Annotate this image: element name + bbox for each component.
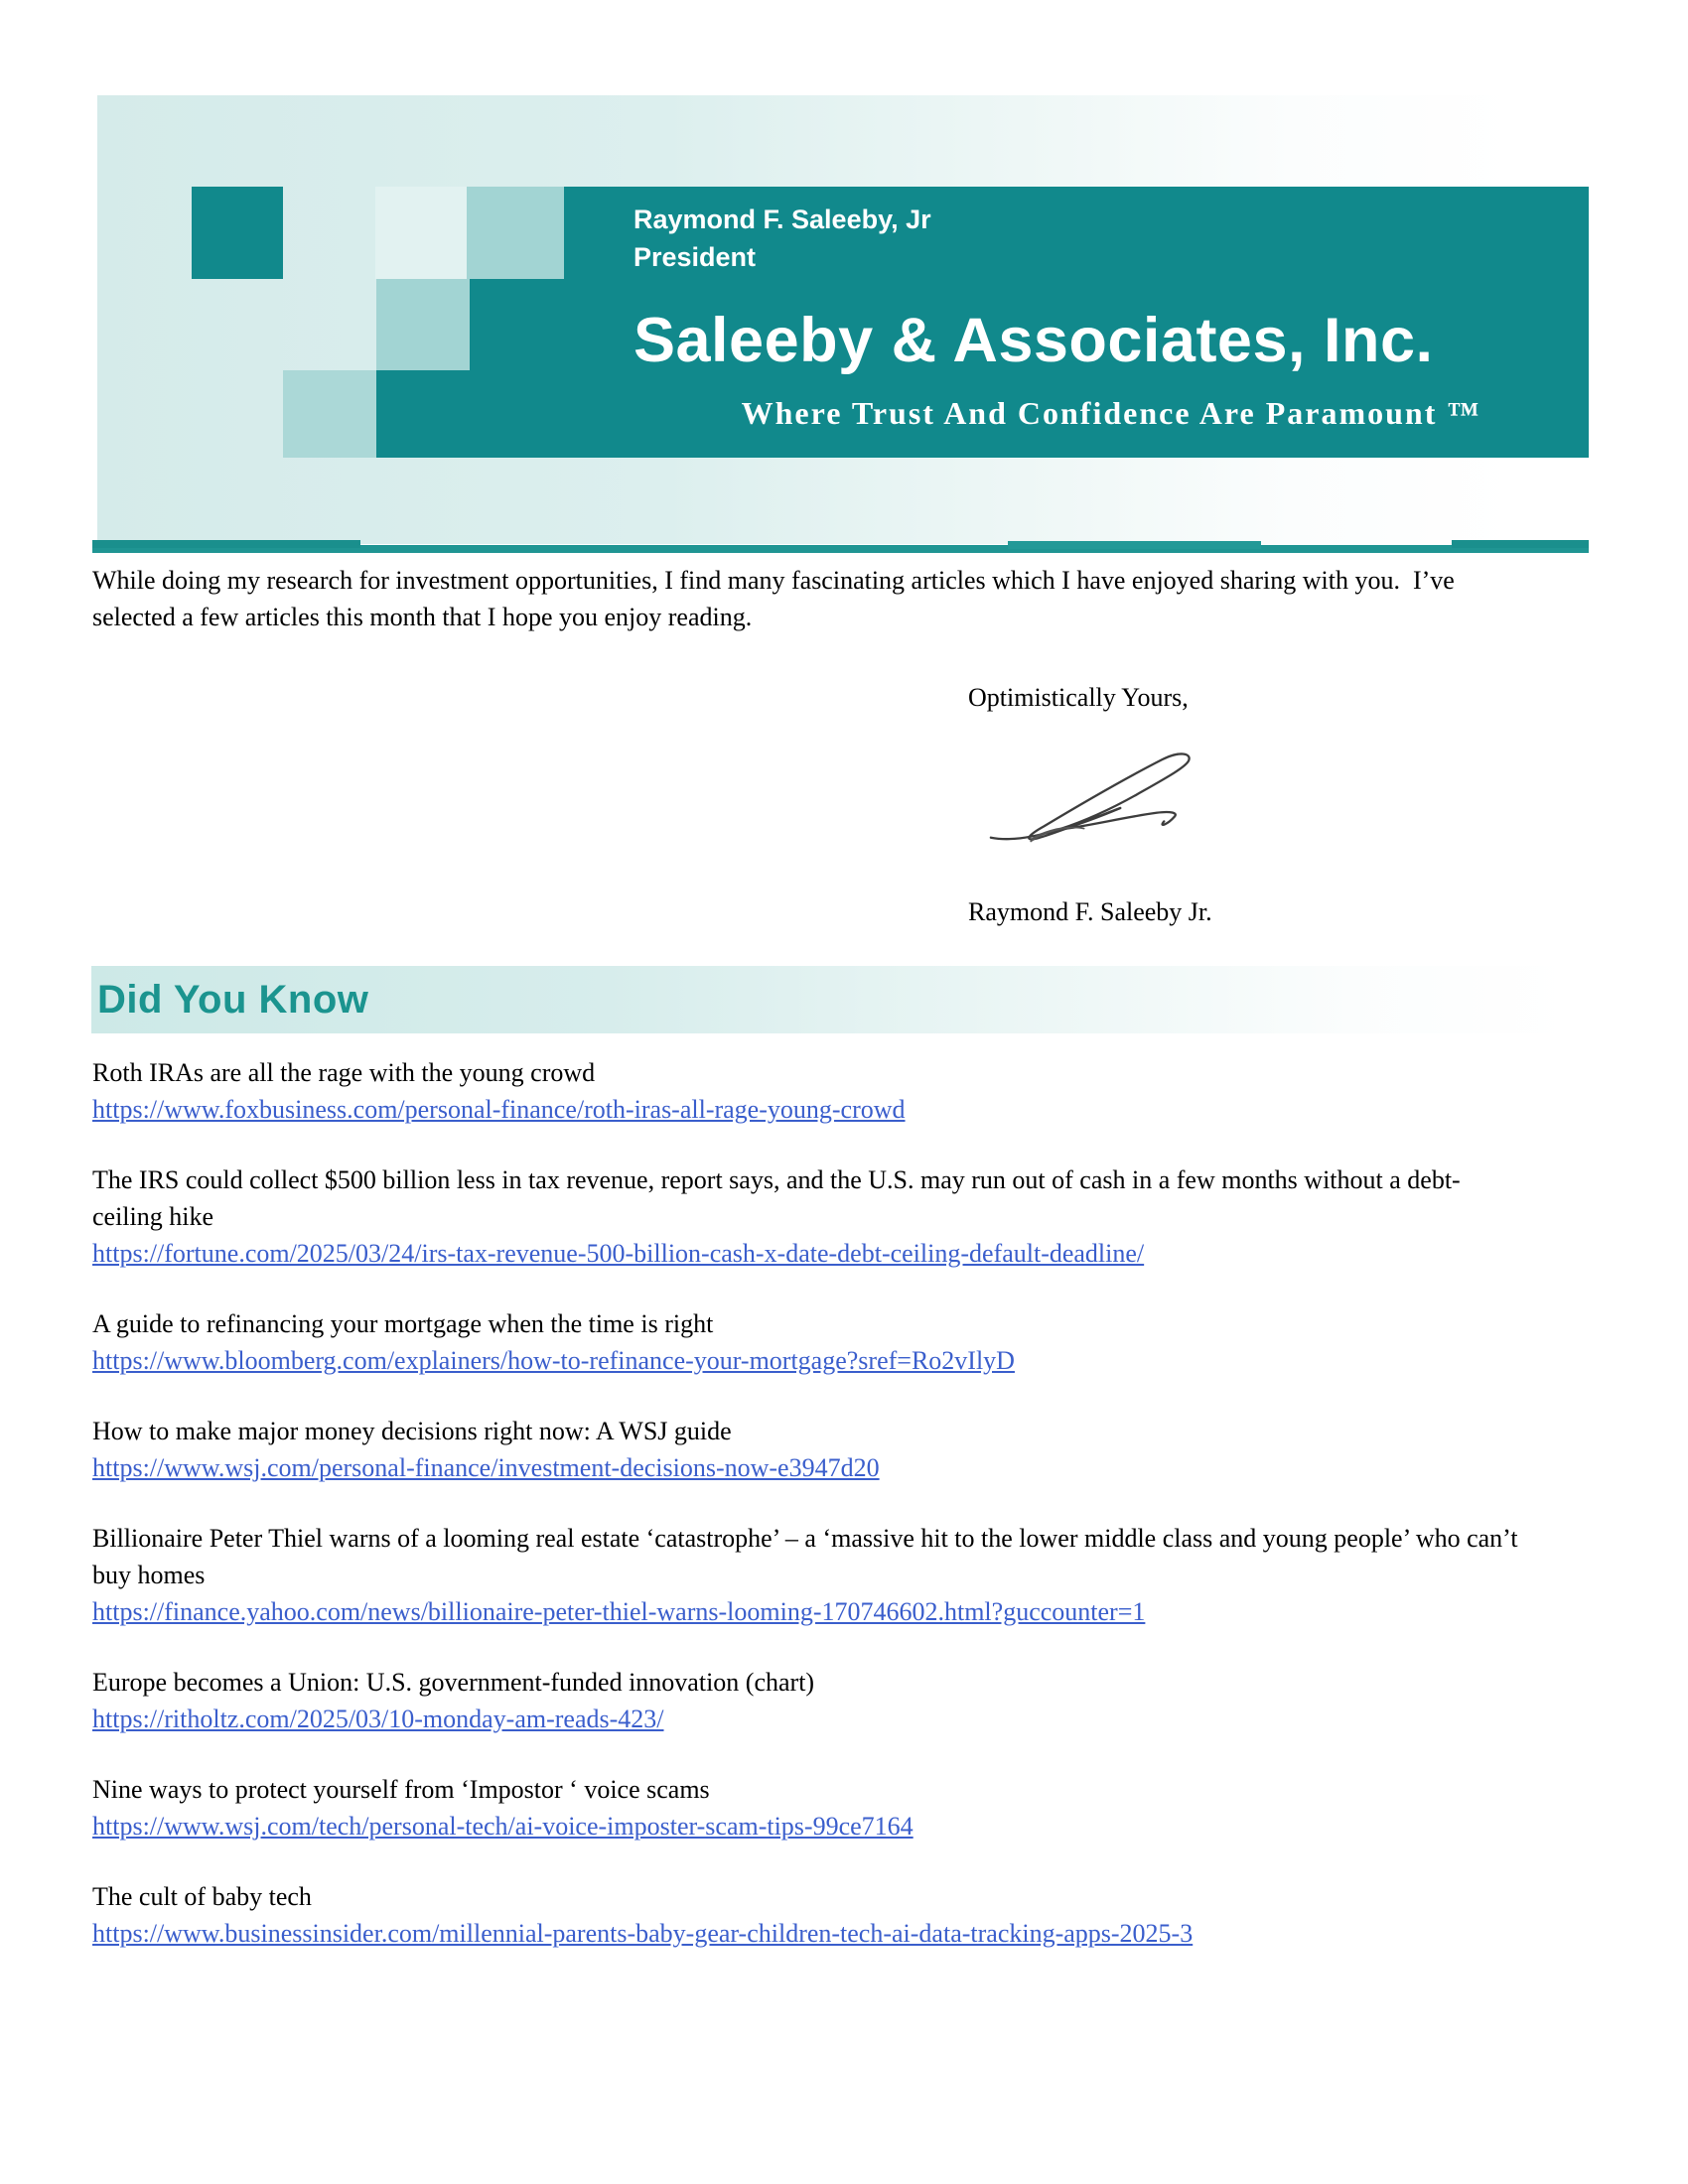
article-title: Roth IRAs are all the rage with the young crowd bbox=[92, 1058, 596, 1087]
article-title: The cult of baby tech bbox=[92, 1882, 312, 1911]
section-title: Did You Know bbox=[97, 977, 369, 1022]
header-divider-segment bbox=[92, 540, 360, 548]
article-link[interactable]: https://www.businessinsider.com/millennial-parents-baby-gear-children-tech-ai-data-tracking-apps-2025-3 bbox=[92, 1919, 1194, 1948]
president-name: Raymond F. Saleeby, Jr bbox=[633, 205, 931, 234]
article-link-line bbox=[92, 1701, 1522, 1737]
signature-image bbox=[974, 740, 1207, 854]
article-link[interactable]: https://www.bloomberg.com/explainers/how-to-refinance-your-mortgage?sref=Ro2vIlyD bbox=[92, 1346, 1015, 1375]
article-link-line bbox=[92, 1915, 1522, 1952]
article-title: A guide to refinancing your mortgage when the time is right bbox=[92, 1309, 714, 1338]
intro-paragraph: While doing my research for investment opportunities, I find many fascinating articles which I have enjoyed sharing with you. I’ve selected a few articles this month that I hope you enjoy reading. bbox=[92, 566, 1455, 631]
article-title: How to make major money decisions right now: A WSJ guide bbox=[92, 1417, 732, 1445]
logo-mosaic-tile-medium-2 bbox=[376, 279, 470, 370]
article-item bbox=[92, 1520, 1522, 1630]
article-link[interactable]: https://ritholtz.com/2025/03/10-monday-am-reads-423/ bbox=[92, 1705, 664, 1733]
logo-mosaic-tile-medium-3 bbox=[283, 370, 376, 458]
article-item bbox=[92, 1413, 1522, 1486]
banner-name-block bbox=[633, 201, 931, 276]
article-item bbox=[92, 1161, 1522, 1272]
header-divider-segment bbox=[1008, 541, 1261, 549]
article-link[interactable]: https://fortune.com/2025/03/24/irs-tax-revenue-500-billion-cash-x-date-debt-ceiling-default-deadline/ bbox=[92, 1239, 1145, 1268]
article-link[interactable]: https://www.wsj.com/tech/personal-tech/ai-voice-imposter-scam-tips-99ce7164 bbox=[92, 1812, 914, 1841]
header-divider-segment bbox=[1452, 540, 1589, 548]
article-link-line bbox=[92, 1593, 1522, 1630]
article-link[interactable]: https://www.foxbusiness.com/personal-finance/roth-iras-all-rage-young-crowd bbox=[92, 1095, 906, 1124]
article-title: Europe becomes a Union: U.S. government-funded innovation (chart) bbox=[92, 1668, 815, 1697]
president-role: President bbox=[633, 242, 757, 272]
article-link-line bbox=[92, 1235, 1522, 1272]
company-name: Saleeby & Associates, Inc. bbox=[633, 306, 1434, 375]
article-title: Nine ways to protect yourself from ‘Impostor ‘ voice scams bbox=[92, 1775, 710, 1804]
closing-salutation: Optimistically Yours, bbox=[968, 683, 1189, 712]
body-content bbox=[92, 552, 1522, 1985]
article-item bbox=[92, 1771, 1522, 1844]
article-item bbox=[92, 1305, 1522, 1379]
did-you-know-band bbox=[91, 966, 1570, 1033]
closing-signer-name: Raymond F. Saleeby Jr. bbox=[968, 897, 1212, 926]
article-item bbox=[92, 1054, 1522, 1128]
article-link[interactable]: https://www.wsj.com/personal-finance/investment-decisions-now-e3947d20 bbox=[92, 1453, 880, 1482]
article-list bbox=[92, 1054, 1522, 1952]
article-link[interactable]: https://finance.yahoo.com/news/billionaire-peter-thiel-warns-looming-170746602.html?guccounter=1 bbox=[92, 1597, 1146, 1626]
article-item bbox=[92, 1664, 1522, 1737]
article-link-line bbox=[92, 1808, 1522, 1844]
article-link-line bbox=[92, 1342, 1522, 1379]
logo-mosaic-tile-dark bbox=[192, 187, 283, 279]
logo-mosaic-tile-pale bbox=[375, 187, 467, 279]
article-item bbox=[92, 1878, 1522, 1952]
article-link-line bbox=[92, 1091, 1522, 1128]
article-title: Billionaire Peter Thiel warns of a looming real estate ‘catastrophe’ – a ‘massive hit to the lower middle class and young people’ who can’t buy homes bbox=[92, 1524, 1518, 1589]
article-title: The IRS could collect $500 billion less in tax revenue, report says, and the U.S. may run out of cash in a few months without a debt-ceiling hike bbox=[92, 1165, 1461, 1231]
logo-mosaic-tile-medium-1 bbox=[467, 187, 564, 279]
article-link-line bbox=[92, 1449, 1522, 1486]
company-tagline: Where Trust And Confidence Are Paramount ™ bbox=[741, 395, 1481, 431]
